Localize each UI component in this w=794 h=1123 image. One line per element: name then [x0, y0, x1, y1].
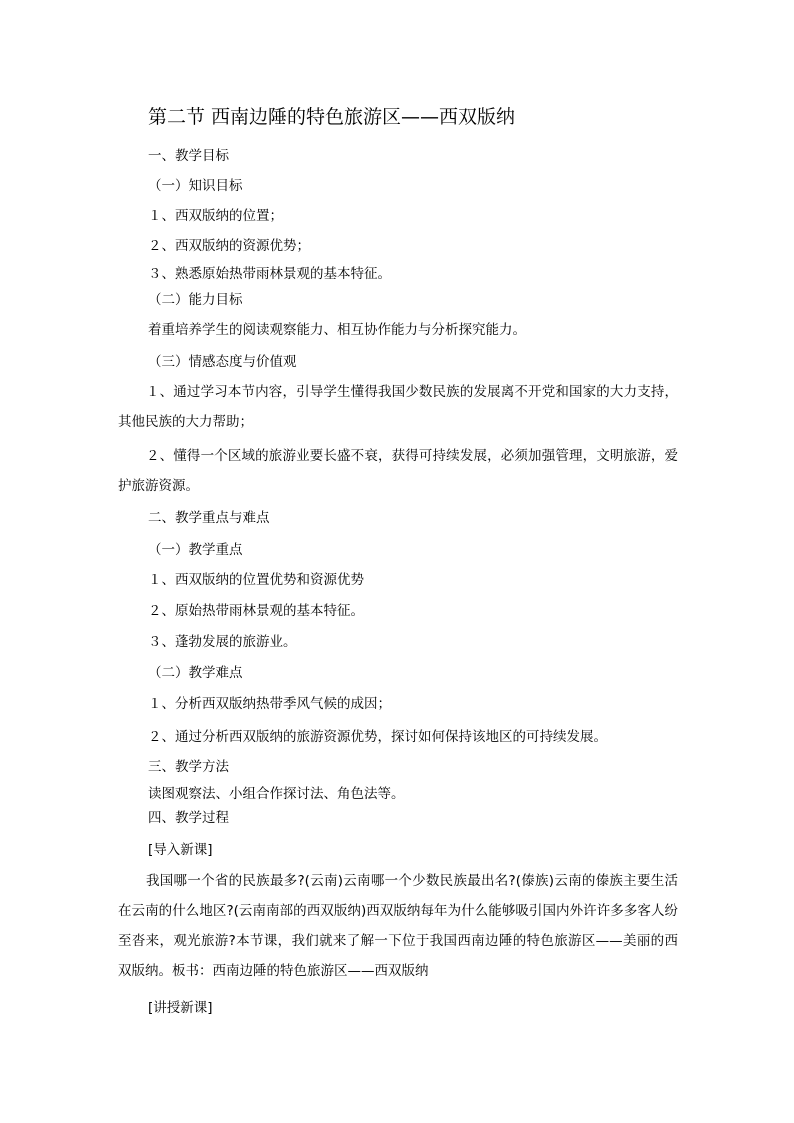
subsection-heading: （一）教学重点	[148, 542, 243, 558]
body-text: 读图观察法、小组合作探讨法、角色法等。	[148, 786, 405, 802]
section-heading: 三、教学方法	[148, 759, 229, 775]
body-text: 着重培养学生的阅读观察能力、相互协作能力与分析探究能力。	[148, 322, 526, 338]
subsection-heading: （二）教学难点	[148, 665, 243, 681]
list-item: ３、蓬勃发展的旅游业。	[148, 634, 297, 650]
subsection-heading: （三）情感态度与价值观	[148, 354, 297, 370]
list-item: １、分析西双版纳热带季风气候的成因；	[148, 696, 391, 712]
bracket-heading: [讲授新课]	[148, 1000, 213, 1016]
subsection-heading: （二）能力目标	[148, 292, 243, 308]
paragraph: ２、懂得一个区域的旅游业要长盛不衰，获得可持续发展，必须加强管理，文明旅游，爱护旅游资源。	[118, 448, 678, 494]
section-heading: 四、教学过程	[148, 810, 229, 826]
list-item: ２、通过分析西双版纳的旅游资源优势，探讨如何保持该地区的可持续发展。	[148, 729, 607, 745]
bracket-heading: [导入新课]	[148, 842, 213, 858]
page-title: 第二节 西南边陲的特色旅游区——西双版纳	[148, 106, 516, 128]
list-item: ３、熟悉原始热带雨林景观的基本特征。	[148, 266, 391, 282]
subsection-heading: （一）知识目标	[148, 178, 243, 194]
paragraph: 我国哪一个省的民族最多?(云南)云南哪一个少数民族最出名?(傣族)云南的傣族主要生活在云南的什么地区?(云南南部的西双版纳)西双版纳每年为什么能够吸引国内外许许多多客人纷至沓来，观光旅游?本节课，我们就来了解一下位于我国西南边陲的特色旅游区——美丽的西双版纳。板书：西南边陲的特色旅游区——西双版纳	[118, 873, 678, 979]
list-item: ２、西双版纳的资源优势；	[148, 238, 310, 254]
section-heading: 二、教学重点与难点	[148, 510, 270, 526]
list-item: ２、原始热带雨林景观的基本特征。	[148, 603, 364, 619]
list-item: １、西双版纳的位置优势和资源优势	[148, 572, 364, 588]
section-heading: 一、教学目标	[148, 148, 229, 164]
paragraph: １、通过学习本节内容，引导学生懂得我国少数民族的发展离不开党和国家的大力支持，其他民族的大力帮助；	[118, 384, 678, 430]
list-item: １、西双版纳的位置；	[148, 208, 283, 224]
